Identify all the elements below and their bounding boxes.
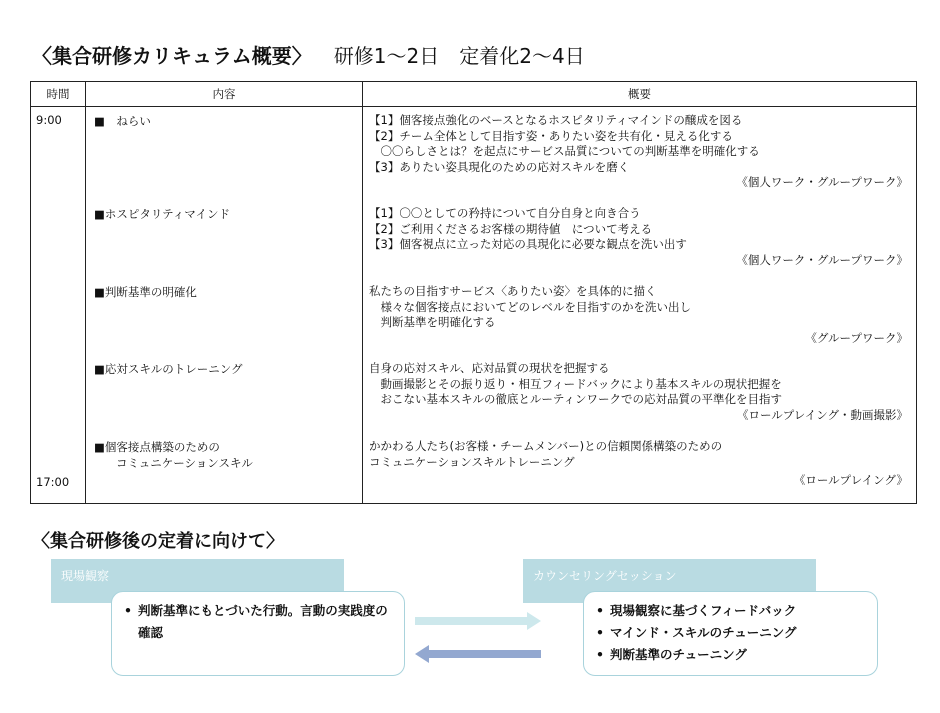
section-title: 〈集合研修後の定着に向けて〉 [32,531,284,552]
time-cell [31,107,86,504]
time-start: 9:00 [36,113,62,127]
list-item: • 現場観察に基づくフィードバック [594,600,867,622]
summary-block: 【1】〇〇としての矜持について自分自身と向き合う 【2】ご利用くださるお客様の期待値 について考える 【3】個客視点に立った対応の具現化に必要な観点を洗い出す 《個人ワーク・グループワーク》 [369,206,908,267]
summary-block: 自身の応対スキル、応対品質の現状を把握する 動画撮影とその振り返り・相互フィードバックにより基本スキルの現状把握を おこない基本スキルの徹底とルーティンワークでの応対品質の平準化を目指す 《ロールプレイング・動画撮影》 [369,361,908,422]
page-title [32,40,585,69]
header-time: 時間 [31,82,86,107]
time-end: 17:00 [36,475,70,489]
table-header-row [31,82,917,107]
summary-tag: 《個人ワーク・グループワーク》 [736,175,908,189]
header-summary: 概要 [363,82,917,107]
title-sub: 研修1〜2日 定着化2〜4日 [333,44,585,68]
table-body-row [31,107,917,504]
summary-cell [363,107,917,504]
content-item: ■個客接点構築のための コミュニケーションスキル [94,440,253,470]
summary-tag: 《個人ワーク・グループワーク》 [736,252,908,267]
header-content: 内容 [86,82,363,107]
content-cell [86,107,363,504]
summary-tag: 《ロールプレイング・動画撮影》 [736,407,908,422]
counseling-box [583,591,878,676]
summary-block: かかわる人たち(お客様・チームメンバー)との信頼関係構築のための コミュニケーションスキルトレーニング 《ロールプレイング》 [369,439,908,487]
content-item: ■応対スキルのトレーニング [94,362,243,376]
curriculum-table [30,81,917,504]
list-item: • 判断基準のチューニング [594,644,867,666]
counseling-header: カウンセリングセッション [523,559,816,603]
summary-tag: 《ロールプレイング》 [793,473,908,487]
observation-box [111,591,405,676]
summary-block: 私たちの目指すサービス〈ありたい姿〉を具体的に描く 様々な個客接点においてどのレベルを目指すのかを洗い出し 判断基準を明確化する 《グループワーク》 [369,284,908,345]
list-item: • マインド・スキルのチューニング [594,622,867,644]
content-item: ■判断基準の明確化 [94,285,197,299]
content-item: ■ホスピタリティマインド [94,207,230,221]
observation-header: 現場観察 [51,559,344,603]
summary-block: 【1】個客接点強化のベースとなるホスピタリティマインドの醸成を図る 【2】チーム全体として目指す姿・ありたい姿を共有化・見える化する 〇〇らしさとは？を起点にサービス品質についての判断基準を明確化する 【3】ありたい姿具現化のための応対スキルを磨く 《個人ワーク・グループワーク》 [369,113,908,189]
arrow-left-icon [415,645,541,663]
summary-tag: 《グループワーク》 [805,330,908,345]
content-item: ■ ねらい [94,114,151,128]
list-item: • 判断基準にもとづいた行動。言動の実践度の確認 [122,600,394,644]
title-main: 〈集合研修カリキュラム概要〉 [32,44,312,68]
arrow-right-icon [415,612,541,630]
